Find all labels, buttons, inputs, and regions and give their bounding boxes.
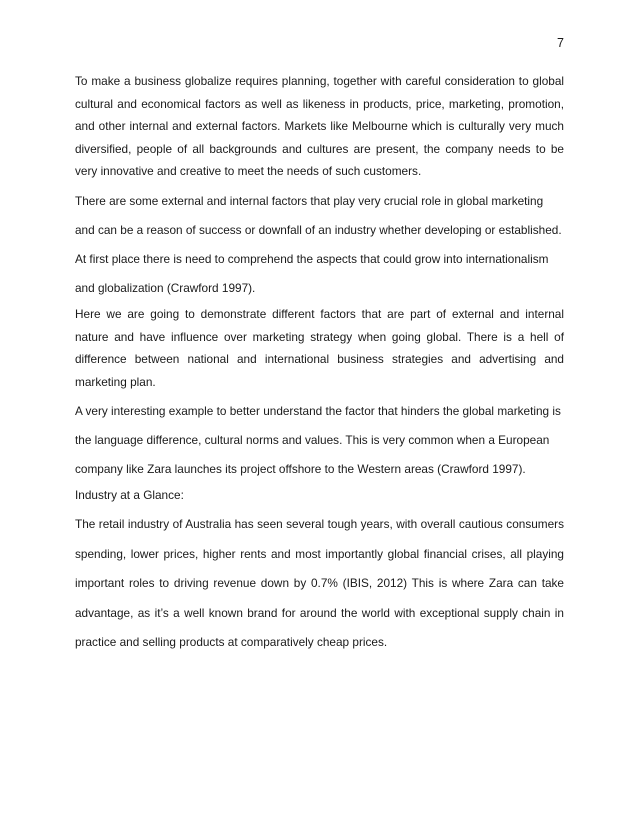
paragraph-language-difference: A very interesting example to better understand the factor that hinders the global marketing is the language difference, cultural norms and values. This is very common when a European company like Zara launches its project offshore to the Western areas (Crawford 1997).: [75, 404, 561, 477]
section-heading-industry: Industry at a Glance:: [75, 488, 184, 503]
paragraph-globalization-intro: To make a business globalize requires planning, together with careful consideration to global cultural and economical factors as well as likeness in products, price, marketing, promotion, and other internal and external factors. Markets like Melbourne which is culturally very much diversified, people of all backgrounds and cultures are present, the company needs to be very innovative and creative to meet the needs of such customers.: [75, 74, 564, 179]
page-number: 7: [557, 36, 564, 50]
paragraph-marketing-strategy: Here we are going to demonstrate different factors that are part of external and internal nature and have influence over marketing strategy when going global. There is a hell of difference between national and international business strategies and advertising and marketing plan.: [75, 306, 564, 389]
paragraph-retail-industry: The retail industry of Australia has seen several tough years, with overall cautious consumers spending, lower prices, higher rents and most importantly global financial crises, all playing important roles to driving revenue down by 0.7% (IBIS, 2012) This is where Zara can take advantage, as it’s a well known brand for around the world with exceptional supply chain in practice and selling products at comparatively cheap prices.: [75, 517, 564, 650]
paragraph-external-internal-factors: There are some external and internal factors that play very crucial role in global marketing and can be a reason of success or downfall of an industry whether developing or established. At first place there is need to comprehend the aspects that could grow into internationalism and globalization (Crawford 1997).: [75, 193, 562, 295]
body-text: [75, 70, 564, 658]
